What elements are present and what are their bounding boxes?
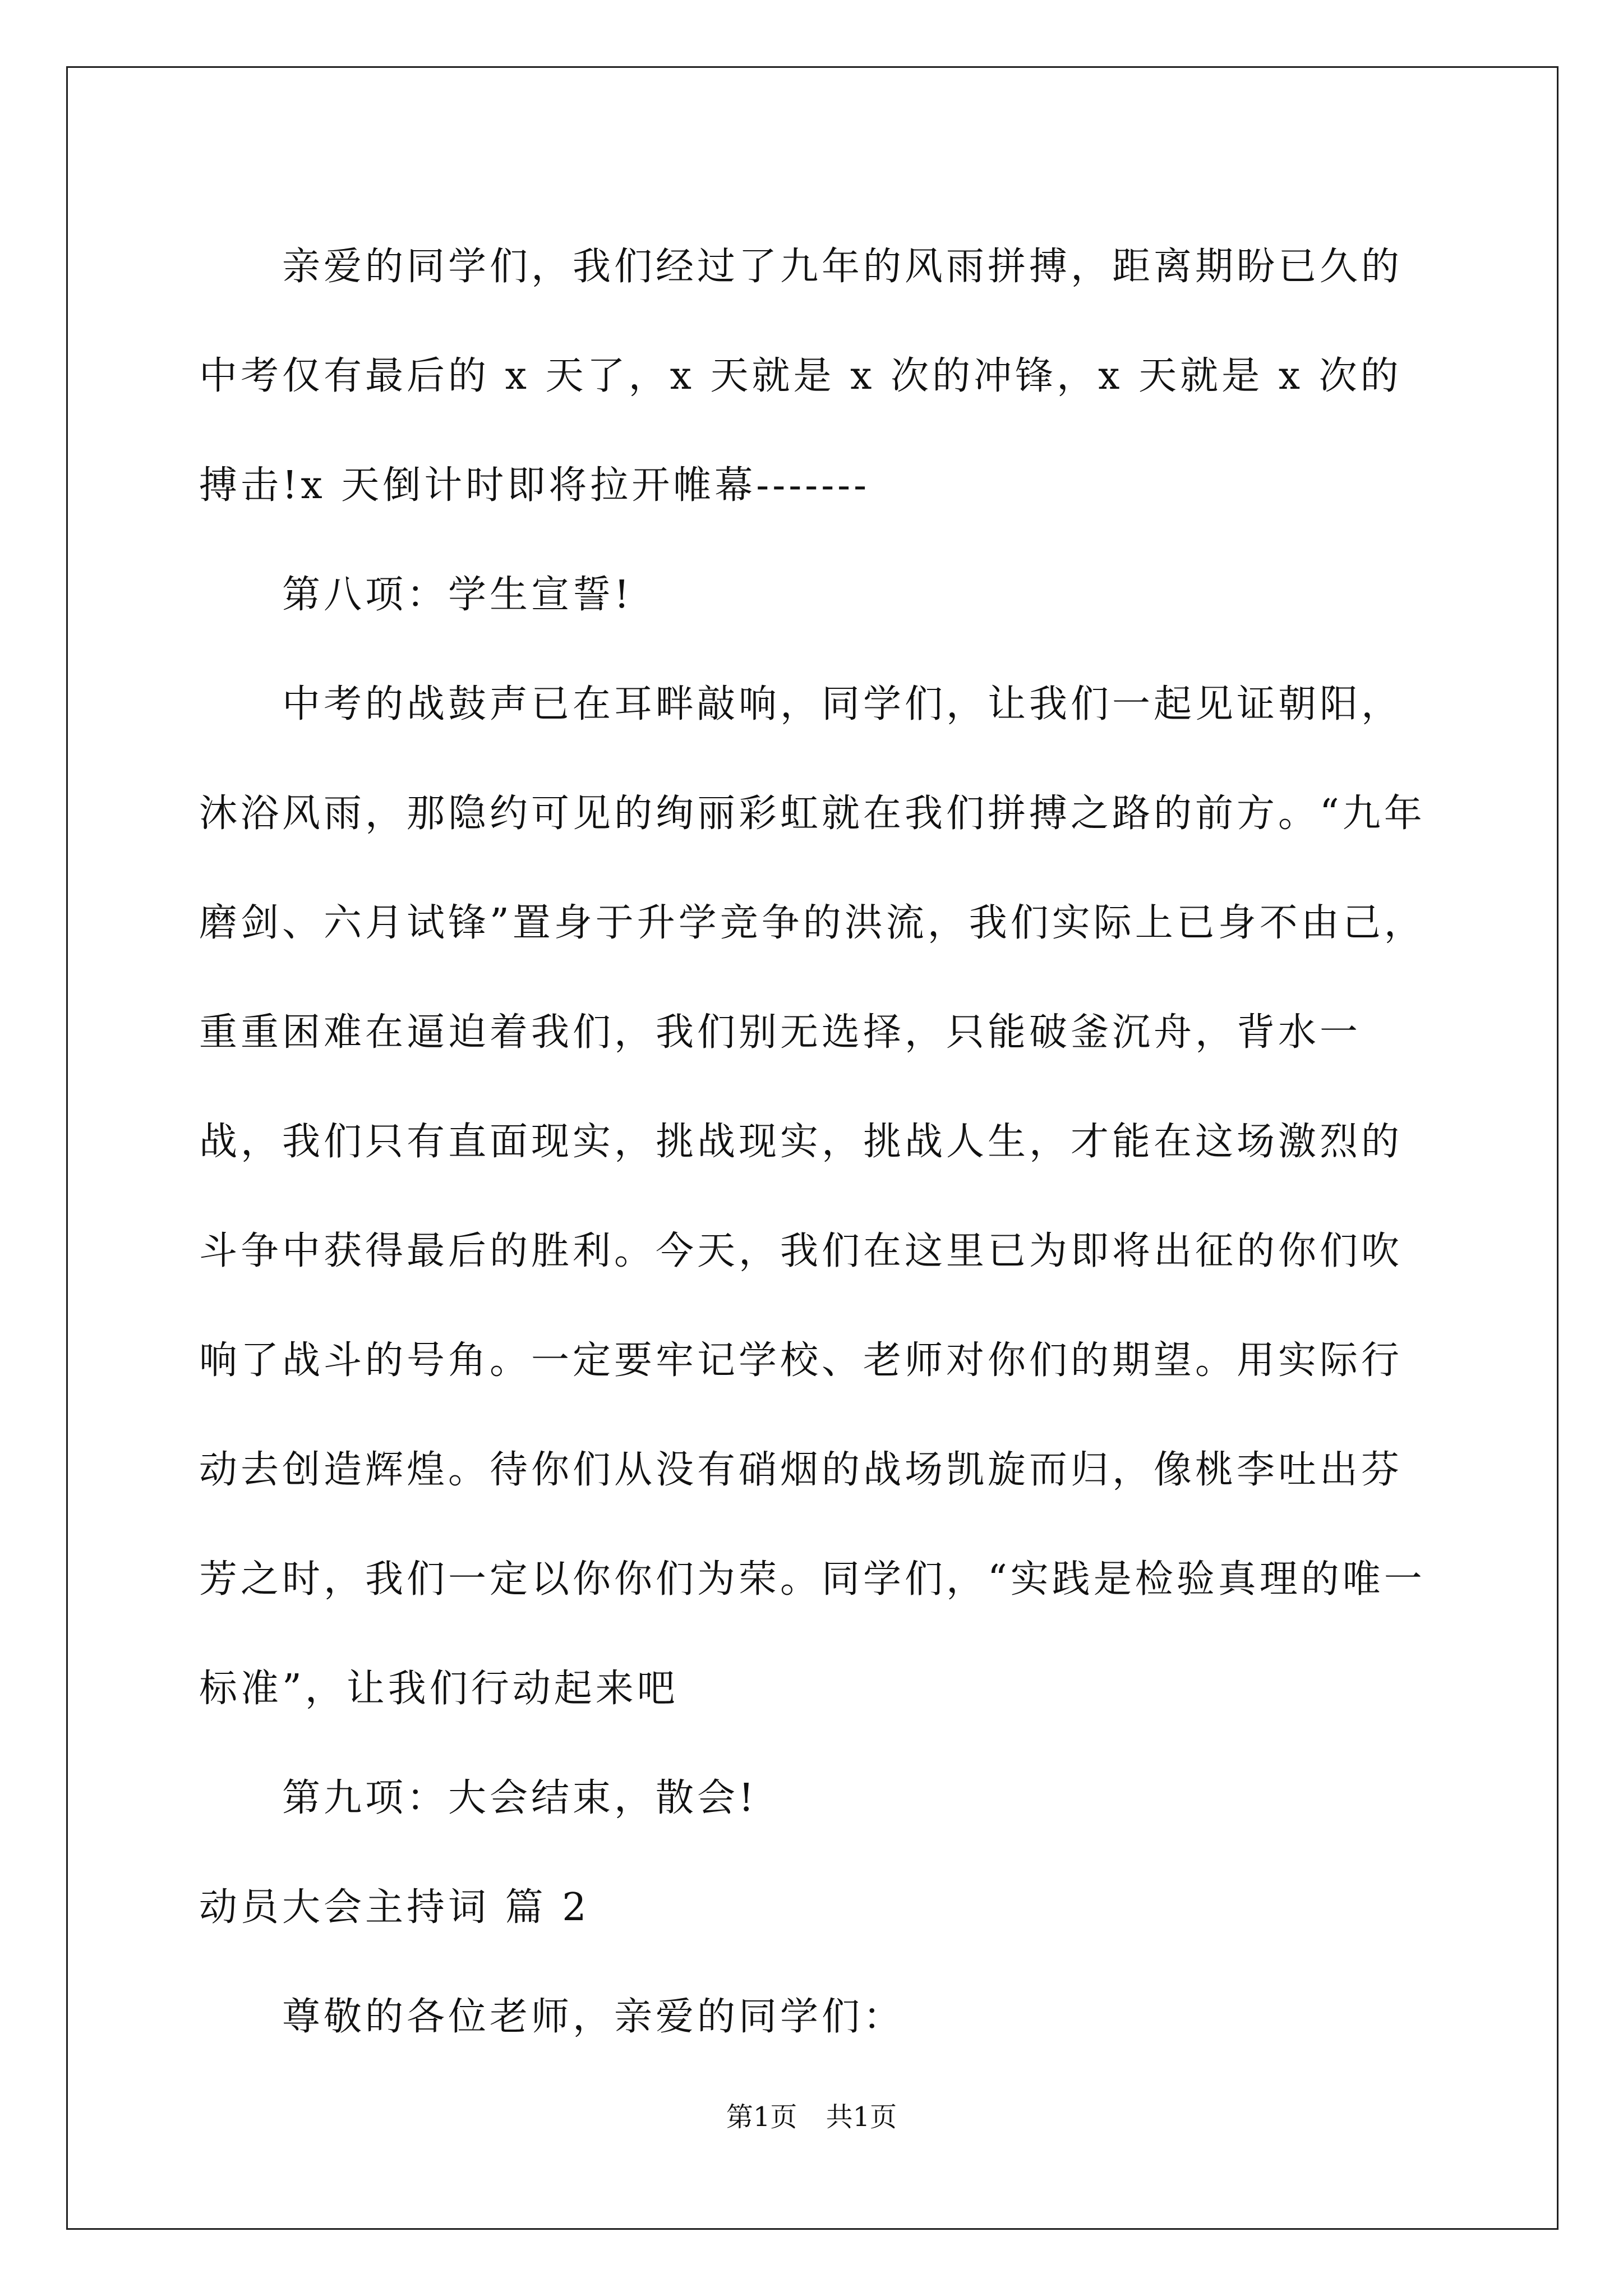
item-eight-heading: 第八项：学生宣誓! xyxy=(282,573,633,617)
section-title: 动员大会主持词 篇 2 xyxy=(199,1885,590,1930)
page-number-total: 共1页 xyxy=(826,2101,897,2133)
page-number-current: 第1页 xyxy=(726,2101,797,2133)
paragraph-oath: 中考的战鼓声已在耳畔敲响，同学们，让我们一起见证朝阳，沐浴风雨，那隐约可见的绚丽彩虹就在我们拼搏之路的前方。“九年磨剑、六月试锋”置身于升学竞争的洪流，我们实际上已身不由己，重重困难在逼迫着我们，我们别无选择，只能破釜沉舟，背水一战，我们只有直面现实，挑战现实，挑战人生，才能在这场激烈的斗争中获得最后的胜利。今天，我们在这里已为即将出征的你们吹响了战斗的号角。一定要牢记学校、老师对你们的期望。用实际行动去创造辉煌。待你们从没有硝烟的战场凯旋而归，像桃李吐出芬芳之时，我们一定以你你们为荣。同学们，“实践是检验真理的唯一标准”，让我们行动起来吧 xyxy=(199,682,1426,1711)
paragraph-intro: 亲爱的同学们，我们经过了九年的风雨拼搏，距离期盼已久的中考仅有最后的 x 天了，x 天就是 x 次的冲锋，x 天就是 x 次的搏击!x 天倒计时即将拉开帷幕------- xyxy=(199,245,1403,508)
item-nine-heading: 第九项：大会结束，散会! xyxy=(282,1776,758,1820)
document-body xyxy=(199,212,1427,2072)
page-footer xyxy=(0,2095,1623,2134)
paragraph-greeting: 尊敬的各位老师，亲爱的同学们： xyxy=(282,1995,905,2039)
